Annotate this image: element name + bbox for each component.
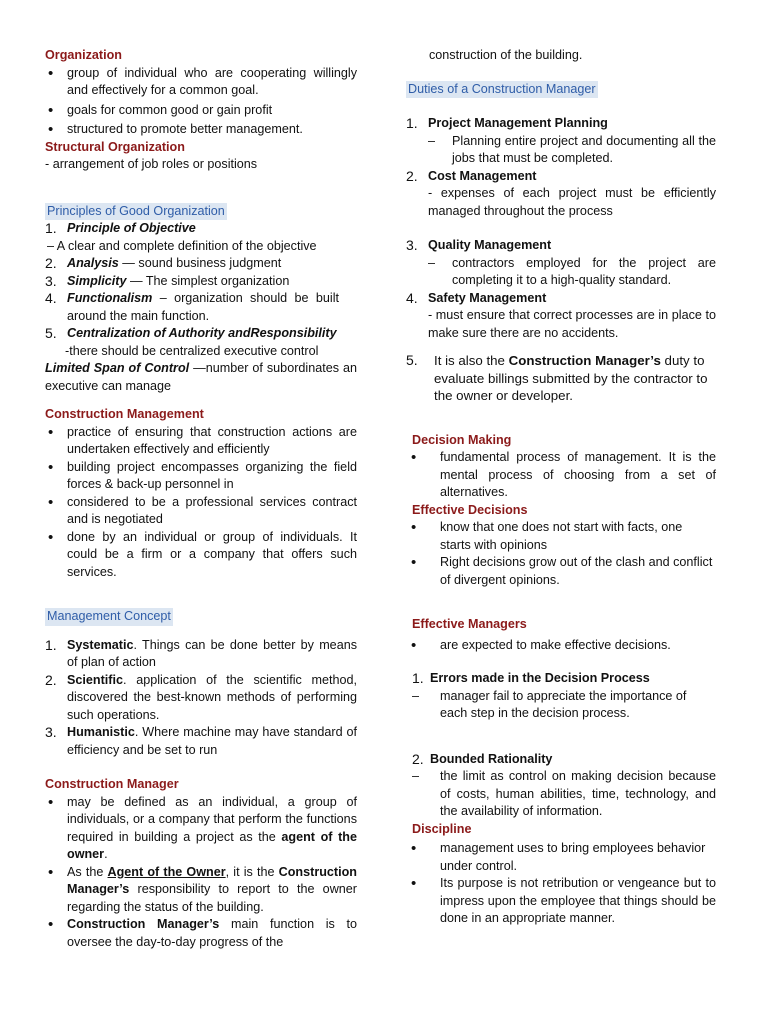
discipline-heading: Discipline — [412, 821, 472, 836]
discipline-bullet: • Its purpose is not retribution or vengeance but to impress upon the employee that things should be done in an appropriate manner. — [406, 875, 716, 928]
construction-manager-bullet: • may be defined as an individual, a group of individuals, or a company that perform the functions required in building a project as the agent of the owner. — [45, 794, 357, 864]
duty-text: - must ensure that correct processes are in place to make sure there are no accidents. — [428, 308, 716, 340]
principle-item: 5. Centralization of Authority andResponsibility — [45, 325, 337, 341]
duty-text: - expenses of each project must be efficiently managed throughout the process — [428, 186, 716, 218]
decision-error-item: 2. Bounded Rationality — [412, 750, 553, 767]
management-concept-heading: Management Concept — [45, 608, 173, 626]
duty-item: 3. Quality Management — [406, 237, 552, 253]
structural-organization-text: - arrangement of job roles or positions — [45, 157, 258, 171]
right-column — [406, 47, 716, 928]
effective-managers-heading: Effective Managers — [412, 617, 527, 631]
duties-heading: Duties of a Construction Manager — [406, 81, 598, 99]
decision-error-item: 1. Errors made in the Decision Process — [412, 670, 650, 686]
continuation-text: construction of the building. — [429, 48, 583, 62]
construction-management-heading: Construction Management — [45, 407, 204, 421]
construction-management-bullet: • considered to be a professional services contract and is negotiated — [45, 494, 357, 529]
effective-decisions-bullet: • know that one does not start with facts, one starts with opinions — [406, 519, 716, 554]
duty-text: – contractors employed for the project are completing it to a high-quality standard. — [428, 255, 716, 287]
duty-item: 5. It is also the Construction Manager’s duty to evaluate billings submitted by the contractor to the owner or developer. — [406, 352, 708, 403]
duty-item: 1. Project Management Planning — [406, 115, 608, 131]
principles-heading: Principles of Good Organization — [45, 203, 227, 221]
construction-management-bullet: • building project encompasses organizing the field forces & back-up personnel in — [45, 459, 357, 494]
decision-making-heading: Decision Making — [412, 432, 512, 447]
construction-manager-bullet: • Construction Manager’s main function is to oversee the day-to-day progress of the — [45, 916, 357, 951]
concept-item: 3. Humanistic. Where machine may have standard of efficiency and be set to run — [45, 724, 357, 757]
discipline-bullet: • management uses to bring employees behavior under control. — [406, 840, 716, 875]
organization-heading: Organization — [45, 48, 122, 62]
construction-manager-bullet: • As the Agent of the Owner, it is the Construction Manager’s responsibility to report to the owner regarding the status of the building. — [45, 864, 357, 917]
construction-manager-heading: Construction Manager — [45, 777, 179, 791]
principle-item: 3. Simplicity — The simplest organization — [45, 272, 290, 289]
decision-making-bullet: • fundamental process of management. It is the mental process of choosing from a set of alternatives. — [406, 449, 716, 502]
concept-item: 2. Scientific. application of the scientific method, discovered the best-known methods of performing such operations. — [45, 671, 357, 722]
principle-text: -there should be centralized executive control — [65, 343, 319, 358]
effective-decisions-bullet: • Right decisions grow out of the clash and conflict of divergent opinions. — [406, 554, 716, 589]
organization-bullet: • goals for common good or gain profit — [45, 102, 357, 120]
principle-text: – A clear and complete definition of the objective — [47, 238, 317, 253]
decision-error-text: – the limit as control on making decision because of costs, human abilities, time, technology, and the availability of information. — [412, 769, 716, 818]
span-of-control: Limited Span of Control —number of subordinates an executive can manage — [45, 361, 357, 393]
principle-item: 1. Principle of Objective — [45, 220, 196, 236]
effective-decisions-heading: Effective Decisions — [412, 502, 528, 517]
duty-item: 4. Safety Management — [406, 289, 547, 306]
organization-bullet: • structured to promote better management. — [45, 121, 357, 139]
left-column — [45, 47, 357, 951]
principle-item: 2. Analysis — sound business judgment — [45, 255, 282, 271]
construction-management-bullet: • done by an individual or group of individuals. It could be a firm or a company that offers such services. — [45, 529, 357, 582]
construction-management-bullet: • practice of ensuring that construction actions are undertaken effectively and efficiently — [45, 424, 357, 459]
decision-error-text: – manager fail to appreciate the importance of each step in the decision process. — [412, 688, 687, 720]
structural-organization-heading: Structural Organization — [45, 139, 185, 154]
duty-item: 2. Cost Management — [406, 167, 537, 184]
concept-item: 1. Systematic. Things can be done better by means of plan of action — [45, 636, 357, 669]
principle-item: 4. Functionalism – organization should be built around the main function. — [45, 290, 339, 323]
duty-text: – Planning entire project and documenting all the jobs that must be completed. — [428, 133, 716, 165]
organization-bullet: • group of individual who are cooperating willingly and effectively for a common goal. — [45, 65, 357, 100]
effective-managers-bullet: • are expected to make effective decisions. — [406, 637, 716, 655]
